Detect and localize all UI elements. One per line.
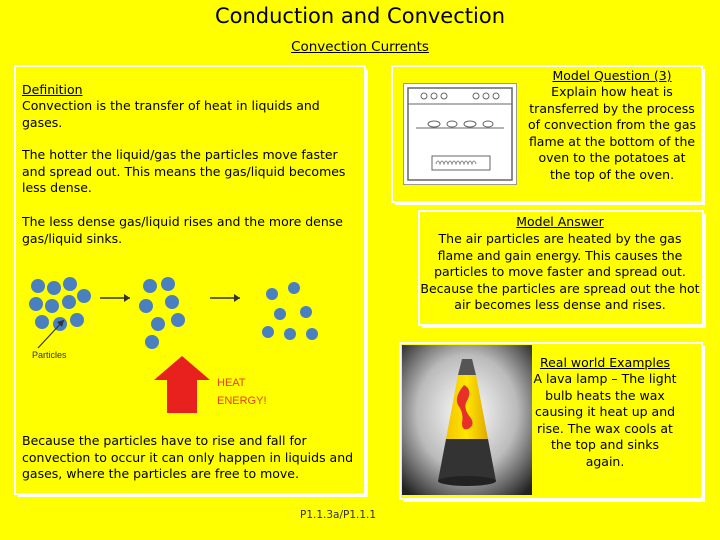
real-world-heading: Real world Examples: [539, 355, 671, 370]
real-world-text: A lava lamp – The light bulb heats the wax causing it heat up and rise. The wax cools at the top and sinks again.: [533, 371, 677, 469]
subtitle-text: Convection Currents: [291, 39, 429, 55]
particle-cluster-spread: [262, 282, 318, 340]
model-answer-heading: Model Answer: [516, 214, 604, 229]
energy-label: ENERGY!: [217, 395, 267, 407]
definition-heading: Definition: [22, 82, 83, 97]
liquids-gases-text: Because the particles have to rise and fall for convection to occur it can only happen in liquids and gases, where the particles are free to move.: [22, 433, 354, 481]
model-question-heading: Model Question (3): [552, 68, 672, 83]
particles-diagram: [22, 268, 342, 418]
particle-cluster-medium: [139, 277, 185, 349]
footer-code: P1.1.3a/P1.1.1: [300, 509, 377, 521]
particles-label: Particles: [32, 350, 67, 360]
model-question-text: Explain how heat is transferred by the process of convection from the gas flame at the bottom of the oven to the potatoes at the top of the oven.: [528, 84, 696, 182]
definition-text: Convection is the transfer of heat in liquids and gases.: [22, 98, 320, 130]
page-subtitle: [0, 39, 720, 55]
density-text: The less dense gas/liquid rises and the more dense gas/liquid sinks.: [22, 214, 343, 246]
oven-illustration: [403, 83, 517, 185]
model-answer-text: The air particles are heated by the gas flame and gain energy. This causes the particles to move faster and spread out. Because the particles are spread out the hot air becomes less dense and rises.: [420, 231, 700, 312]
oven-icon: [404, 84, 516, 184]
lava-lamp-image: [402, 345, 532, 495]
heat-label: HEAT: [217, 377, 246, 389]
hotter-particles-text: The hotter the liquid/gas the particles move faster and spread out. This means the gas/liquid becomes less dense.: [22, 147, 346, 195]
page-title: Conduction and Convection: [214, 4, 506, 28]
heat-arrow-icon: [154, 356, 210, 413]
